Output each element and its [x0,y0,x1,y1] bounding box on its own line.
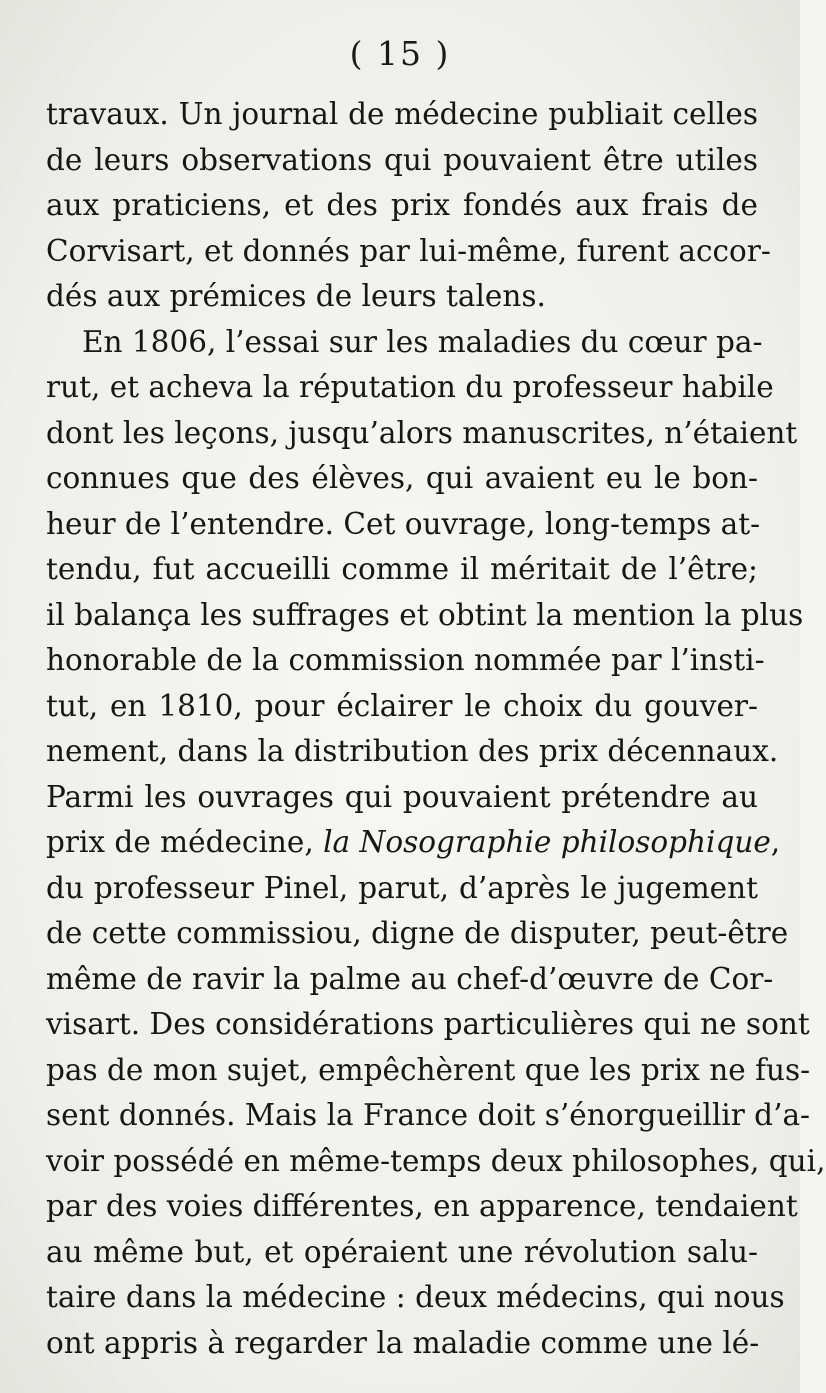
book-title: la Nosographie philosophique [323,825,771,859]
text-line: rut, et acheva la réputation du professeur habile [46,370,774,404]
text-line: Parmi les ouvrages qui pouvaient prétendre au [46,779,758,814]
text-line: dés aux prémices de leurs talens. [46,279,546,313]
text-line: du professeur Pinel, parut, d’après le jugement [46,870,758,905]
text-line: travaux. Un journal de médecine publiait celles [46,97,758,131]
text-line: de leurs observations qui pouvaient être utiles [46,142,758,177]
text-line: honorable de la commission nommée par l’insti- [46,643,765,677]
text-line: visart. Des considérations particulières qui ne sont [46,1007,810,1041]
text-line: il balança les suffrages et obtint la mention la plus [46,597,804,632]
text-line: taire dans la médecine : deux médecins, qui nous [46,1280,785,1314]
text-line: au même but, et opéraient une révolution salu- [46,1234,758,1269]
text-line: voir possédé en même-temps deux philosophes, qui, [46,1143,826,1178]
text-line: pas de mon sujet, empêchèrent que les prix ne fus- [46,1052,811,1087]
text-line: aux praticiens, et des prix fondés aux frais de [46,188,758,222]
text-line: nement, dans la distribution des prix décennaux. [46,734,779,768]
text-line: par des voies différentes, en apparence, tendaient [46,1189,798,1223]
text-line: tut, en 1810, pour éclairer le choix du gouver- [46,688,758,723]
text-line: de cette commissiou, digne de disputer, peut-être [46,916,789,950]
text-line: En 1806, l’essai sur les maladies du cœur pa- [82,324,763,359]
text-line: connues que des élèves, qui avaient eu le bon- [46,461,758,495]
text-line: ont appris à regarder la maladie comme une lé- [46,1325,760,1360]
text-segment: , [770,825,781,859]
text-line-with-title [46,820,781,866]
body-text [46,92,826,1366]
text-line: Corvisart, et donnés par lui-même, furent accor- [46,233,771,268]
text-line: sent donnés. Mais la France doit s’énorgueillir d’a- [46,1098,811,1132]
page-number: ( 15 ) [349,34,451,73]
text-line: tendu, fut accueilli comme il méritait de l’être; [46,552,758,586]
text-line: dont les leçons, jusqu’alors manuscrites, n’étaient [46,415,798,450]
text-segment: prix de médecine, [46,825,324,859]
text-line: même de ravir la palme au chef-d’œuvre de Cor- [46,961,774,996]
text-line: heur de l’entendre. Cet ouvrage, long-temps at- [46,506,761,541]
